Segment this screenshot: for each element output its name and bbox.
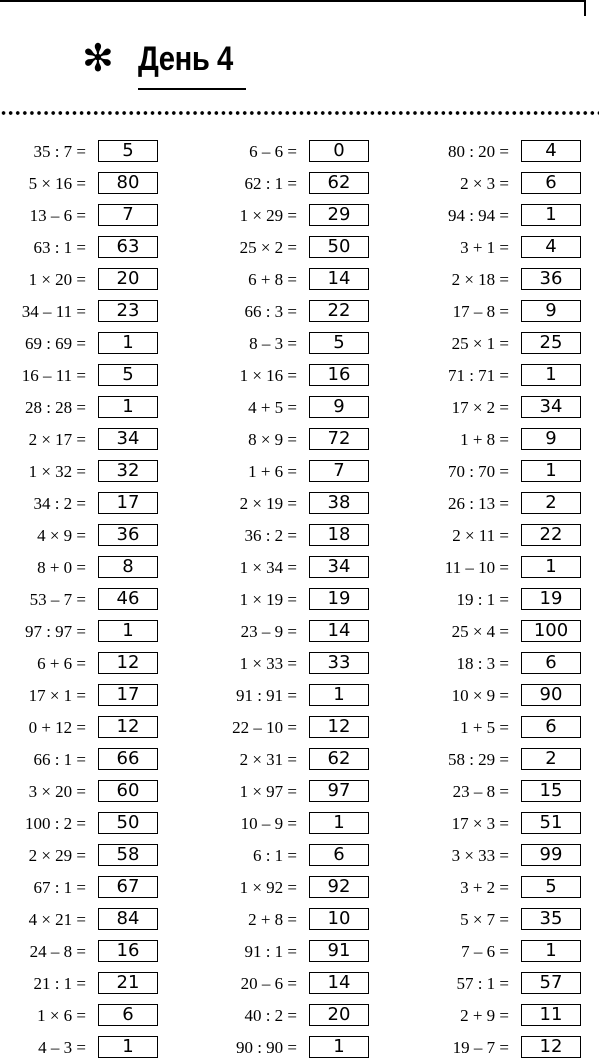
answer-box: 32 — [98, 460, 158, 482]
problem-expression: 57 : 1 = — [456, 974, 509, 993]
problem-expression: 24 – 8 = — [29, 942, 86, 961]
answer-box: 22 — [309, 300, 369, 322]
answer-box: 100 — [521, 620, 581, 642]
problem-expression: 1 × 16 = — [239, 366, 297, 385]
problem-expression: 16 – 11 = — [21, 366, 86, 385]
answer-box: 16 — [309, 364, 369, 386]
problem-expression: 2 × 17 = — [28, 430, 86, 449]
answer-box: 6 — [98, 1004, 158, 1026]
answer-box: 90 — [521, 684, 581, 706]
answer-box: 14 — [309, 268, 369, 290]
answer-box: 9 — [521, 428, 581, 450]
problem-expression: 63 : 1 = — [33, 238, 86, 257]
problem-expression: 80 : 20 = — [447, 142, 509, 161]
answer-box: 1 — [98, 396, 158, 418]
answer-box: 1 — [98, 332, 158, 354]
answer-box: 14 — [309, 972, 369, 994]
problem-expression: 1 × 29 = — [239, 206, 297, 225]
answer-box: 92 — [309, 876, 369, 898]
problem-expression: 4 + 5 = — [248, 398, 297, 417]
answer-box: 50 — [309, 236, 369, 258]
problem-expression: 4 – 3 = — [38, 1038, 86, 1057]
problem-expression: 1 + 5 = — [460, 718, 509, 737]
answer-box: 72 — [309, 428, 369, 450]
answer-box: 91 — [309, 940, 369, 962]
answer-box: 1 — [521, 940, 581, 962]
right-border-line — [584, 0, 586, 16]
answer-box: 1 — [309, 812, 369, 834]
answer-box: 57 — [521, 972, 581, 994]
answer-box: 36 — [521, 268, 581, 290]
answer-box: 17 — [98, 492, 158, 514]
problem-expression: 1 × 20 = — [28, 270, 86, 289]
problem-expression: 8 + 0 = — [37, 558, 86, 577]
star-icon: ✻ — [82, 36, 114, 80]
problem-expression: 23 – 9 = — [240, 622, 297, 641]
problem-expression: 69 : 69 = — [24, 334, 86, 353]
answer-box: 1 — [521, 204, 581, 226]
problem-expression: 28 : 28 = — [24, 398, 86, 417]
answer-box: 62 — [309, 172, 369, 194]
answer-box: 18 — [309, 524, 369, 546]
answer-box: 5 — [98, 364, 158, 386]
answer-box: 25 — [521, 332, 581, 354]
problem-expression: 4 × 21 = — [28, 910, 86, 929]
answer-box: 19 — [309, 588, 369, 610]
problem-expression: 22 – 10 = — [232, 718, 297, 737]
problem-expression: 23 – 8 = — [452, 782, 509, 801]
problem-expression: 10 – 9 = — [240, 814, 297, 833]
answer-box: 1 — [521, 364, 581, 386]
answer-box: 16 — [98, 940, 158, 962]
problem-expression: 2 × 31 = — [239, 750, 297, 769]
answer-box: 1 — [98, 620, 158, 642]
problem-expression: 1 + 6 = — [248, 462, 297, 481]
problem-expression: 71 : 71 = — [447, 366, 509, 385]
problem-expression: 26 : 13 = — [447, 494, 509, 513]
problem-expression: 1 × 92 = — [239, 878, 297, 897]
answer-box: 12 — [309, 716, 369, 738]
problem-expression: 67 : 1 = — [33, 878, 86, 897]
problem-expression: 3 × 33 = — [451, 846, 509, 865]
answer-box: 4 — [521, 236, 581, 258]
answer-box: 66 — [98, 748, 158, 770]
answer-box: 1 — [521, 460, 581, 482]
top-border-line — [0, 0, 586, 2]
problem-expression: 0 + 12 = — [28, 718, 86, 737]
problem-expression: 10 × 9 = — [451, 686, 509, 705]
answer-box: 11 — [521, 1004, 581, 1026]
answer-box: 14 — [309, 620, 369, 642]
answer-box: 9 — [521, 300, 581, 322]
problem-expression: 4 × 9 = — [37, 526, 86, 545]
answer-box: 2 — [521, 748, 581, 770]
problem-expression: 34 : 2 = — [33, 494, 86, 513]
answer-box: 8 — [98, 556, 158, 578]
problem-expression: 19 : 1 = — [456, 590, 509, 609]
answer-box: 46 — [98, 588, 158, 610]
answer-box: 1 — [309, 684, 369, 706]
problem-expression: 3 + 2 = — [460, 878, 509, 897]
answer-box: 35 — [521, 908, 581, 930]
problem-expression: 6 : 1 = — [252, 846, 297, 865]
problem-expression: 2 × 19 = — [239, 494, 297, 513]
problem-expression: 19 – 7 = — [452, 1038, 509, 1057]
problem-expression: 8 × 9 = — [248, 430, 297, 449]
answer-box: 5 — [521, 876, 581, 898]
problem-expression: 1 + 8 = — [460, 430, 509, 449]
answer-box: 50 — [98, 812, 158, 834]
answer-box: 17 — [98, 684, 158, 706]
answer-box: 80 — [98, 172, 158, 194]
problem-expression: 6 + 8 = — [248, 270, 297, 289]
problem-expression: 25 × 2 = — [239, 238, 297, 257]
answer-box: 97 — [309, 780, 369, 802]
problem-expression: 3 + 1 = — [460, 238, 509, 257]
title-underline — [138, 88, 246, 90]
problem-expression: 8 – 3 = — [249, 334, 297, 353]
problem-expression: 5 × 16 = — [28, 174, 86, 193]
problem-expression: 11 – 10 = — [444, 558, 509, 577]
problem-expression: 7 – 6 = — [461, 942, 509, 961]
problem-expression: 36 : 2 = — [244, 526, 297, 545]
answer-box: 2 — [521, 492, 581, 514]
problem-expression: 1 × 32 = — [28, 462, 86, 481]
answer-box: 1 — [309, 1036, 369, 1058]
problem-expression: 17 – 8 = — [452, 302, 509, 321]
answer-box: 22 — [521, 524, 581, 546]
problem-expression: 1 × 97 = — [239, 782, 297, 801]
answer-box: 60 — [98, 780, 158, 802]
answer-box: 34 — [309, 556, 369, 578]
problem-expression: 25 × 4 = — [451, 622, 509, 641]
answer-box: 15 — [521, 780, 581, 802]
answer-box: 33 — [309, 652, 369, 674]
answer-box: 12 — [98, 652, 158, 674]
answer-box: 34 — [521, 396, 581, 418]
problem-expression: 66 : 3 = — [244, 302, 297, 321]
problem-expression: 20 – 6 = — [240, 974, 297, 993]
problem-expression: 21 : 1 = — [33, 974, 86, 993]
problem-expression: 6 – 6 = — [249, 142, 297, 161]
problem-expression: 13 – 6 = — [29, 206, 86, 225]
problem-expression: 58 : 29 = — [447, 750, 509, 769]
problem-expression: 91 : 91 = — [235, 686, 297, 705]
problem-expression: 2 × 3 = — [460, 174, 509, 193]
page-title: День 4 — [138, 40, 233, 78]
answer-box: 7 — [309, 460, 369, 482]
answer-box: 5 — [309, 332, 369, 354]
problem-expression: 17 × 1 = — [28, 686, 86, 705]
problem-expression: 66 : 1 = — [33, 750, 86, 769]
problem-expression: 62 : 1 = — [244, 174, 297, 193]
problem-expression: 1 × 33 = — [239, 654, 297, 673]
answer-box: 62 — [309, 748, 369, 770]
problem-expression: 91 : 1 = — [244, 942, 297, 961]
answer-box: 29 — [309, 204, 369, 226]
answer-box: 1 — [521, 556, 581, 578]
problem-expression: 2 × 18 = — [451, 270, 509, 289]
problem-expression: 97 : 97 = — [24, 622, 86, 641]
answer-box: 12 — [98, 716, 158, 738]
problem-expression: 40 : 2 = — [244, 1006, 297, 1025]
answer-box: 20 — [309, 1004, 369, 1026]
problem-expression: 3 × 20 = — [28, 782, 86, 801]
problem-expression: 25 × 1 = — [451, 334, 509, 353]
answer-box: 99 — [521, 844, 581, 866]
answer-box: 34 — [98, 428, 158, 450]
problem-expression: 2 + 9 = — [460, 1006, 509, 1025]
answer-box: 6 — [521, 172, 581, 194]
answer-box: 63 — [98, 236, 158, 258]
problem-expression: 1 × 34 = — [239, 558, 297, 577]
problem-expression: 34 – 11 = — [21, 302, 86, 321]
problem-expression: 17 × 3 = — [451, 814, 509, 833]
answer-box: 58 — [98, 844, 158, 866]
answer-box: 5 — [98, 140, 158, 162]
answer-box: 9 — [309, 396, 369, 418]
answer-box: 67 — [98, 876, 158, 898]
answer-box: 10 — [309, 908, 369, 930]
answer-box: 6 — [521, 652, 581, 674]
answer-box: 19 — [521, 588, 581, 610]
problem-expression: 6 + 6 = — [37, 654, 86, 673]
problem-expression: 17 × 2 = — [451, 398, 509, 417]
answer-box: 0 — [309, 140, 369, 162]
problem-expression: 1 × 19 = — [239, 590, 297, 609]
problem-expression: 5 × 7 = — [460, 910, 509, 929]
answer-box: 36 — [98, 524, 158, 546]
answer-box: 6 — [521, 716, 581, 738]
dotted-separator — [0, 110, 599, 116]
problem-expression: 100 : 2 = — [24, 814, 86, 833]
problem-expression: 90 : 90 = — [235, 1038, 297, 1057]
problem-expression: 70 : 70 = — [447, 462, 509, 481]
problem-expression: 1 × 6 = — [37, 1006, 86, 1025]
answer-box: 21 — [98, 972, 158, 994]
answer-box: 38 — [309, 492, 369, 514]
problem-expression: 2 × 29 = — [28, 846, 86, 865]
answer-box: 84 — [98, 908, 158, 930]
problem-expression: 53 – 7 = — [29, 590, 86, 609]
problem-expression: 2 × 11 = — [452, 526, 509, 545]
answer-box: 12 — [521, 1036, 581, 1058]
answer-box: 51 — [521, 812, 581, 834]
answer-box: 7 — [98, 204, 158, 226]
answer-box: 20 — [98, 268, 158, 290]
answer-box: 4 — [521, 140, 581, 162]
answer-box: 23 — [98, 300, 158, 322]
problem-expression: 94 : 94 = — [447, 206, 509, 225]
answer-box: 1 — [98, 1036, 158, 1058]
answer-box: 6 — [309, 844, 369, 866]
problem-expression: 35 : 7 = — [33, 142, 86, 161]
problem-expression: 18 : 3 = — [456, 654, 509, 673]
problem-expression: 2 + 8 = — [248, 910, 297, 929]
